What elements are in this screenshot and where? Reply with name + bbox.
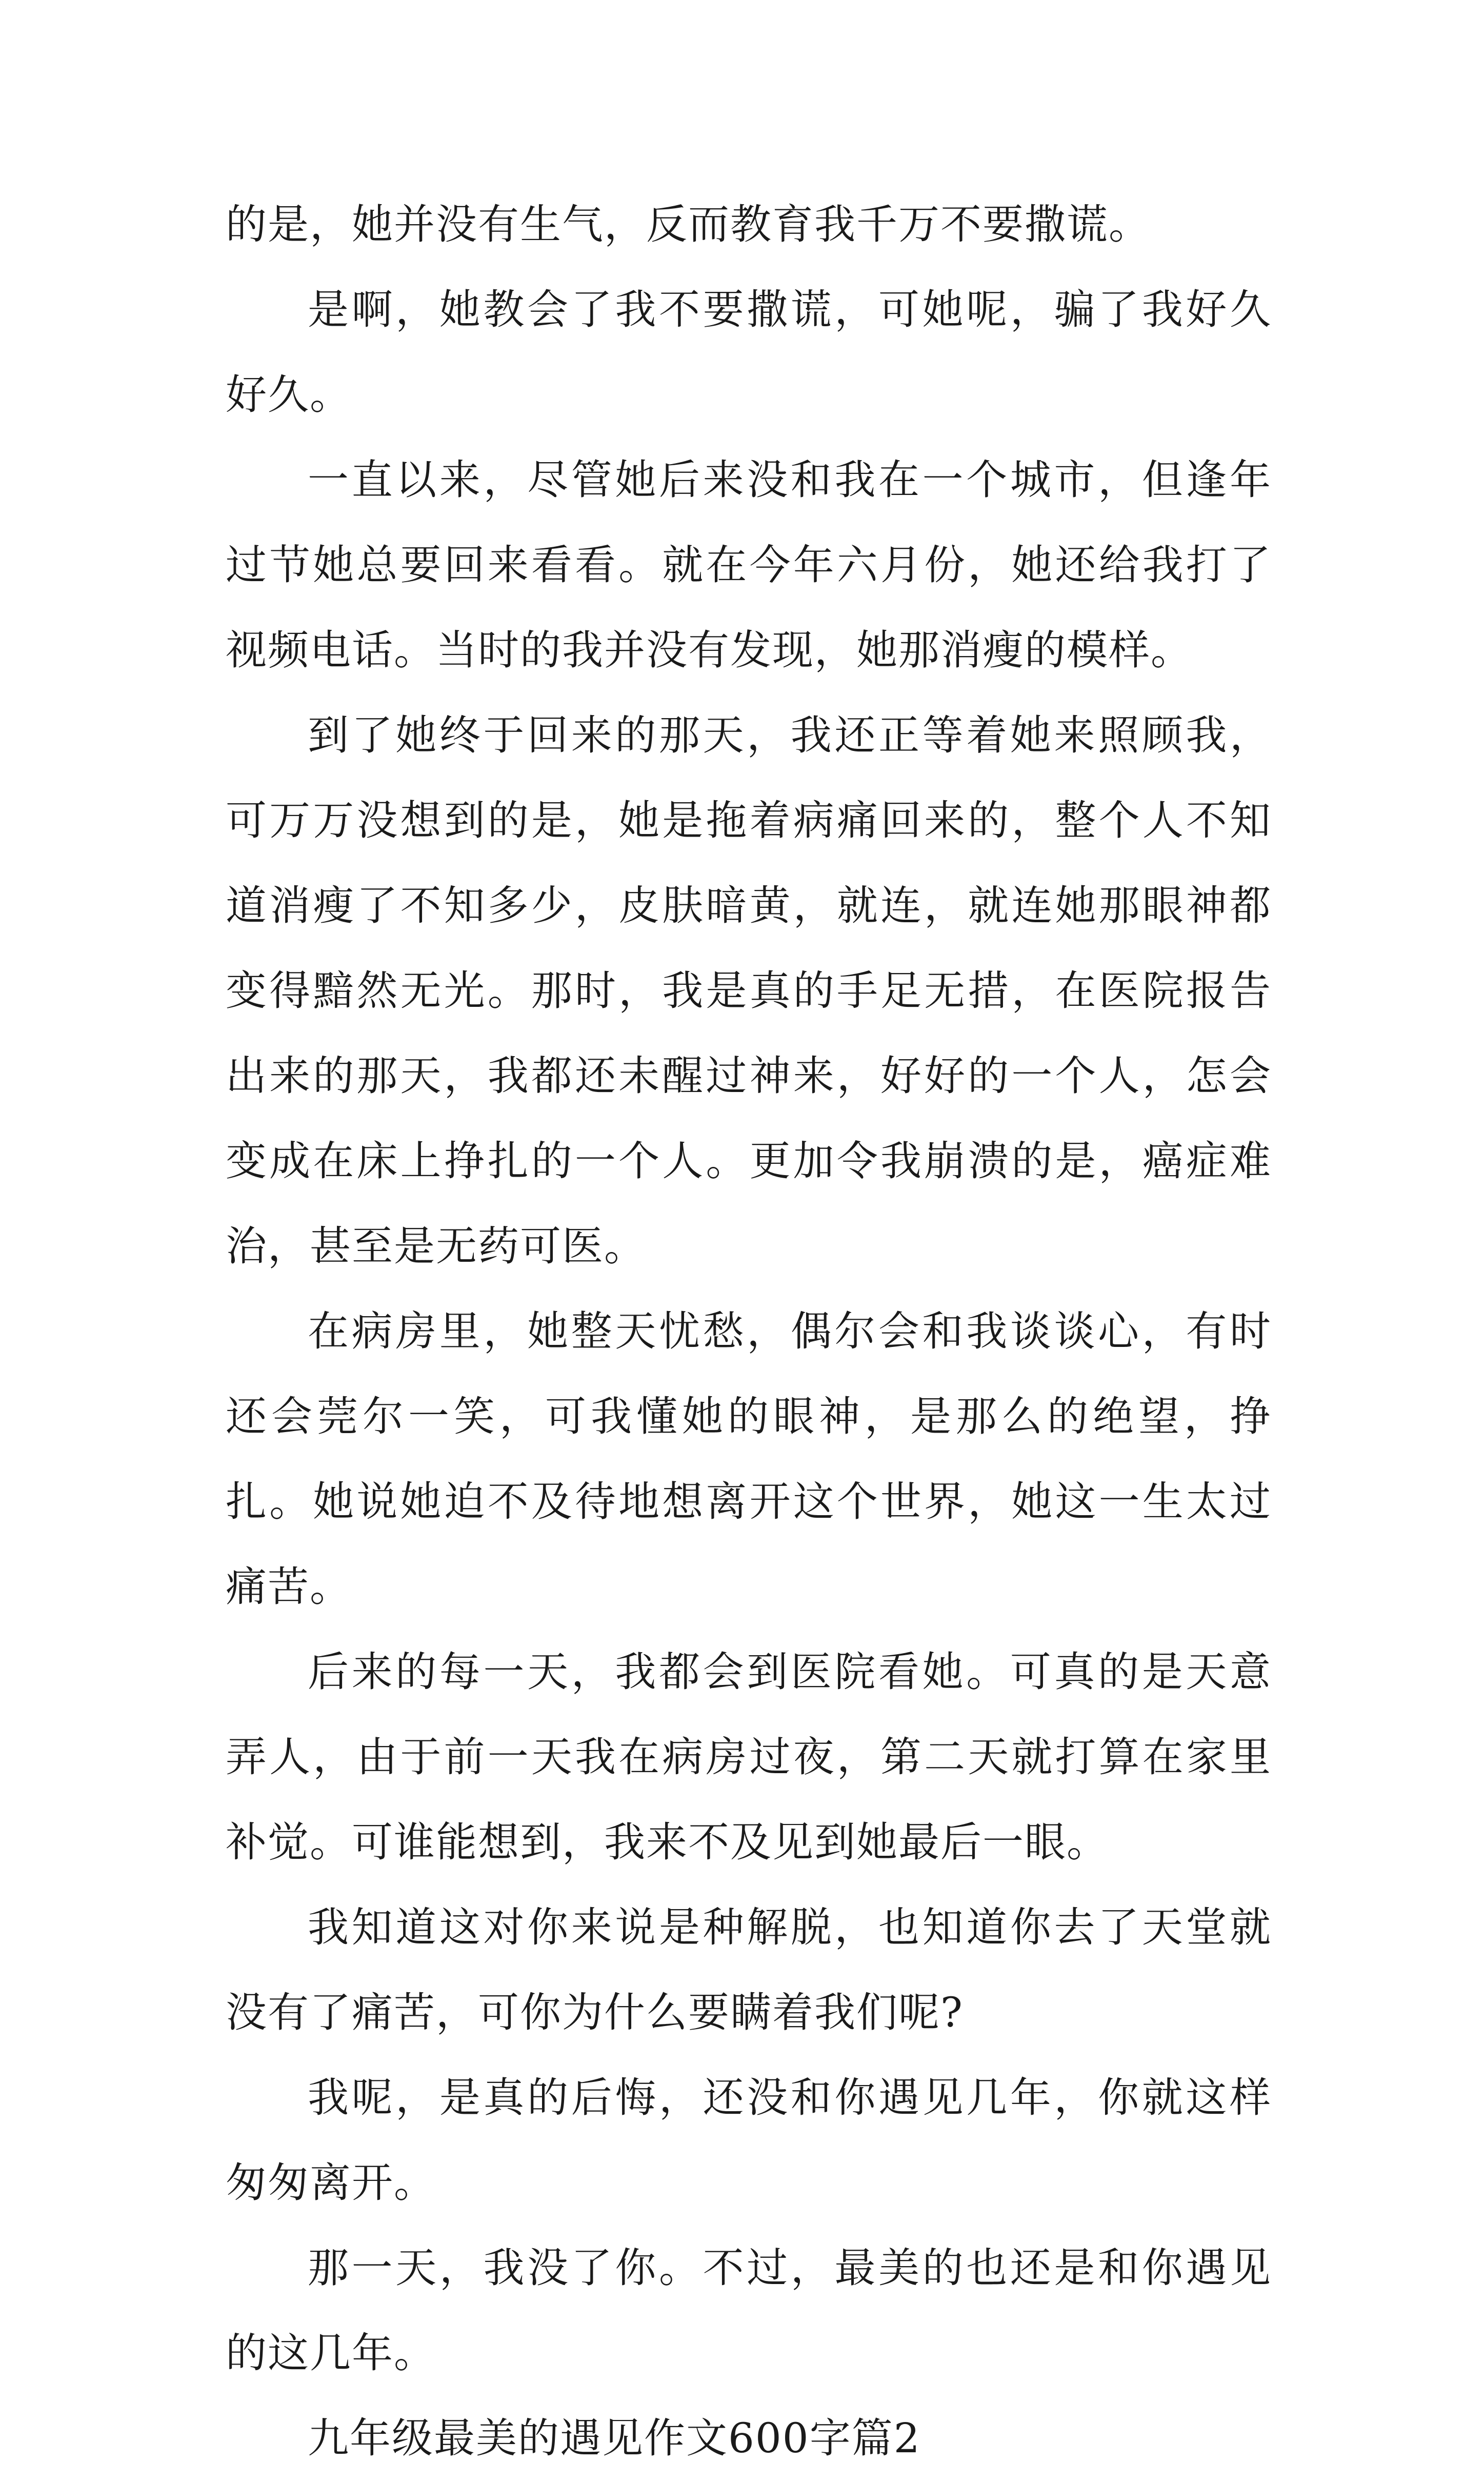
section-heading: 九年级最美的遇见作文600字篇2 xyxy=(308,2414,921,2462)
paragraph-6: 后来的每一天，我都会到医院看她。可真的是天意弄人，由于前一天我在病房过夜，第二天就打算在家里补觉。可谁能想到，我来不及见到她最后一眼。 xyxy=(226,1648,1272,1866)
article-body xyxy=(226,182,1272,2481)
paragraph-1: 的是，她并没有生气，反而教育我千万不要撒谎。 xyxy=(226,201,1151,248)
paragraph-8: 我呢，是真的后悔，还没和你遇见几年，你就这样匆匆离开。 xyxy=(226,2074,1272,2207)
paragraph-5: 在病房里，她整天忧愁，偶尔会和我谈谈心，有时还会莞尔一笑，可我懂她的眼神，是那么的绝望，挣扎。她说她迫不及待地想离开这个世界，她这一生太过痛苦。 xyxy=(226,1307,1272,1611)
paragraph-3: 一直以来，尽管她后来没和我在一个城市，但逢年过节她总要回来看看。就在今年六月份，她还给我打了视频电话。当时的我并没有发现，她那消瘦的模样。 xyxy=(226,456,1272,674)
paragraph-7: 我知道这对你来说是种解脱，也知道你去了天堂就没有了痛苦，可你为什么要瞒着我们呢? xyxy=(226,1903,1272,2036)
paragraph-9: 那一天，我没了你。不过，最美的也还是和你遇见的这几年。 xyxy=(226,2244,1272,2377)
paragraph-2: 是啊，她教会了我不要撒谎，可她呢，骗了我好久好久。 xyxy=(226,286,1272,419)
paragraph-4: 到了她终于回来的那天，我还正等着她来照顾我，可万万没想到的是，她是拖着病痛回来的，整个人不知道消瘦了不知多少，皮肤暗黄，就连，就连她那眼神都变得黯然无光。那时，我是真的手足无措，在医院报告出来的那天，我都还未醒过神来，好好的一个人，怎会变成在床上挣扎的一个人。更加令我崩溃的是，癌症难治，甚至是无药可医。 xyxy=(226,711,1272,1270)
